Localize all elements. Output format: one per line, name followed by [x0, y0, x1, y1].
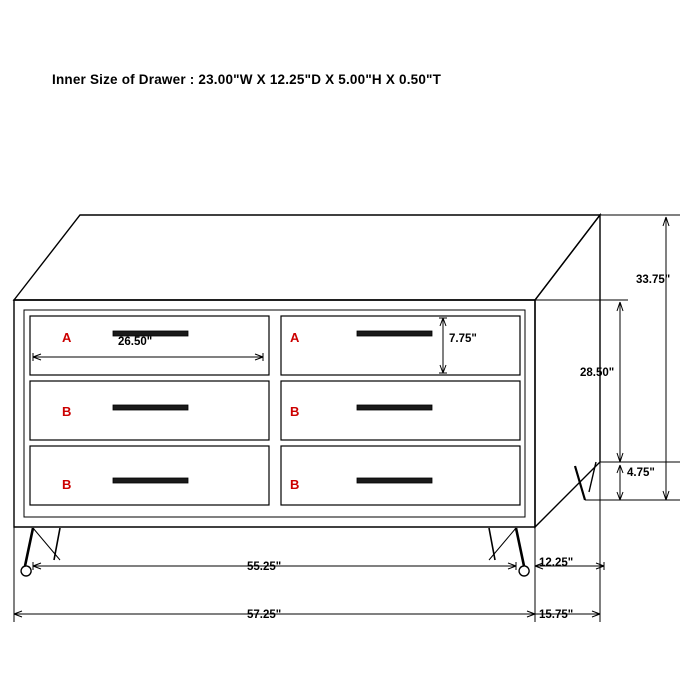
drawer-front-middle-right: [281, 381, 520, 440]
drawer-label-top-right: A: [290, 330, 300, 345]
drawer-label-top-left: A: [62, 330, 72, 345]
handle-bottom-right: [357, 478, 432, 483]
leg-rear-right: [575, 466, 585, 500]
drawer-label-middle-right: B: [290, 404, 300, 419]
drawer-label-bottom-left: B: [62, 477, 72, 492]
top-surface: [14, 215, 600, 300]
dim-total-height: 33.75": [636, 274, 671, 286]
handle-top-right: [357, 331, 432, 336]
leg-front-left: [25, 528, 33, 566]
dim-drawer-height: 7.75": [449, 333, 477, 345]
leg-cross-right: [489, 528, 516, 560]
drawer-front-bottom-left: [30, 446, 269, 505]
dim-drawer-width: 26.50": [118, 336, 153, 348]
leg-foot-front-left: [21, 566, 31, 576]
leg-front-right-brace: [489, 528, 495, 560]
leg-cross-left: [33, 528, 60, 560]
leg-front-right: [516, 528, 524, 566]
drawer-label-middle-left: B: [62, 404, 72, 419]
dim-depth: 12.25": [539, 557, 574, 569]
leg-front-left-brace: [54, 528, 60, 560]
drawer-label-bottom-right: B: [290, 477, 300, 492]
handle-bottom-left: [113, 478, 188, 483]
drawer-front-top-right: [281, 316, 520, 375]
dim-total-width: 57.25": [247, 609, 282, 621]
dim-top-depth: 15.75": [539, 609, 574, 621]
leg-foot-front-right: [519, 566, 529, 576]
handle-middle-left: [113, 405, 188, 410]
drawer-front-bottom-right: [281, 446, 520, 505]
leg-rear-right-brace: [589, 462, 596, 492]
page-title: Inner Size of Drawer : 23.00"W X 12.25"D X 5.00"H X 0.50"T: [52, 72, 442, 87]
dim-leg-height: 4.75": [627, 467, 655, 479]
handle-middle-right: [357, 405, 432, 410]
dim-case-width: 55.25": [247, 561, 282, 573]
dim-case-height: 28.50": [580, 367, 615, 379]
